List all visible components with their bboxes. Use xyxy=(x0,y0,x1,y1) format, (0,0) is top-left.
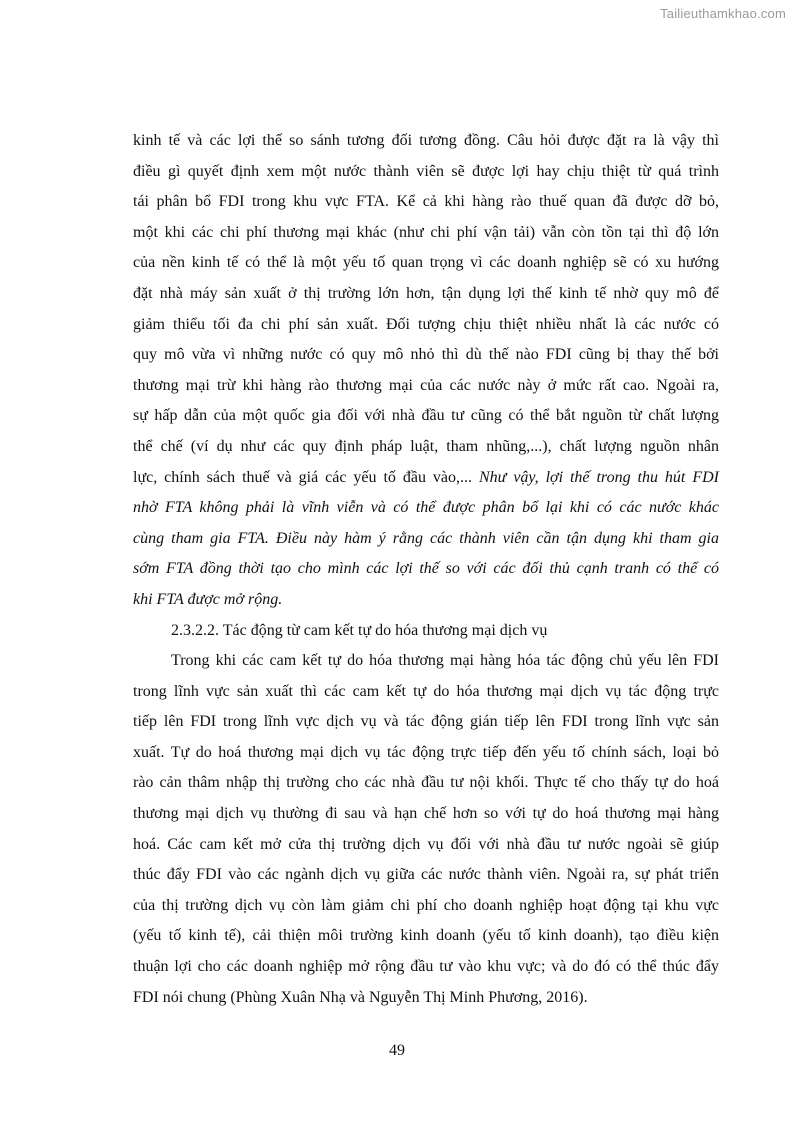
paragraph-line: quy mô vừa vì những nước có quy mô nhỏ thì dù thế nào FDI cũng bị thay thế bởi xyxy=(133,346,719,364)
paragraph-line: đặt nhà máy sản xuất ở thị trường lớn hơn, tận dụng lợi thế kinh tế nhờ quy mô để xyxy=(133,284,719,302)
paragraph-line: của nền kinh tế có thể là một yếu tố quan trọng vì các doanh nghiệp sẽ có xu hướng xyxy=(133,254,719,272)
paragraph-line: thuận lợi cho các doanh nghiệp mở rộng đầu tư vào khu vực; và do đó có thể thúc đẩy xyxy=(133,958,719,976)
page-number: 49 xyxy=(389,1042,405,1059)
section-heading: 2.3.2.2. Tác động từ cam kết tự do hóa thương mại dịch vụ xyxy=(171,621,548,639)
paragraph-line: thương mại dịch vụ thường đi sau và hạn chế hơn so với tự do hoá thương mại hàng xyxy=(133,805,719,823)
paragraph-line: FDI nói chung (Phùng Xuân Nhạ và Nguyễn Thị Minh Phương, 2016). xyxy=(133,988,588,1006)
paragraph-line: trong lĩnh vực sản xuất thì các cam kết tự do hóa thương mại dịch vụ tác động trực xyxy=(133,682,719,700)
paragraph-line: giảm thiểu tối đa chi phí sản xuất. Đối tượng chịu thiệt nhiều nhất là các nước có xyxy=(133,315,719,333)
paragraph-line: một khi các chi phí thương mại khác (như chi phí vận tải) vẫn còn tồn tại thì độ lớn xyxy=(133,223,719,241)
document-body xyxy=(133,126,719,1013)
paragraph-line: thương mại trừ khi hàng rào thương mại của các nước này ở mức rất cao. Ngoài ra, xyxy=(133,376,719,394)
paragraph-line: (yếu tố kinh tế), cải thiện môi trường kinh doanh (yếu tố kinh doanh), tạo điều kiện xyxy=(133,927,719,945)
italic-line: cùng tham gia FTA. Điều này hàm ý rằng các thành viên cần tận dụng khi tham gia xyxy=(133,529,719,547)
paragraph-line: hoá. Các cam kết mở cửa thị trường dịch vụ đối với nhà đầu tư nước ngoài sẽ giúp xyxy=(133,835,719,853)
regular-text: lực, chính sách thuế và giá các yếu tố đầu vào,... xyxy=(133,468,479,486)
paragraph-line: tiếp lên FDI trong lĩnh vực dịch vụ và tác động gián tiếp lên FDI trong lĩnh vực sản xyxy=(133,713,719,731)
paragraph-line: tái phân bổ FDI trong khu vực FTA. Kể cả khi hàng rào thuế quan đã được dỡ bỏ, xyxy=(133,193,719,211)
paragraph-line: sự hấp dẫn của một quốc gia đối với nhà đầu tư cũng có thể bắt nguồn từ chất lượng xyxy=(133,407,719,425)
italic-text: Như vậy, lợi thế trong thu hút FDI xyxy=(478,468,719,486)
paragraph-line: thể chế (ví dụ như các quy định pháp luật, tham nhũng,...), chất lượng nguồn nhân xyxy=(133,437,719,455)
paragraph-line: của thị trường dịch vụ còn làm giảm chi phí cho doanh nghiệp hoạt động tại khu vực xyxy=(133,896,719,914)
paragraph-line: kinh tế và các lợi thế so sánh tương đối tương đồng. Câu hỏi được đặt ra là vậy thì xyxy=(133,132,719,149)
paragraph-line: Trong khi các cam kết tự do hóa thương mại hàng hóa tác động chủ yếu lên FDI xyxy=(171,652,719,670)
paragraph-1 xyxy=(133,126,719,616)
paragraph-line: điều gì quyết định xem một nước thành viên sẽ được lợi hay chịu thiệt từ quá trình xyxy=(133,162,719,180)
italic-line: khi FTA được mở rộng. xyxy=(133,590,283,608)
italic-line: nhờ FTA không phải là vĩnh viễn và có thể được phân bổ lại khi có các nước khác xyxy=(133,499,719,517)
paragraph-mixed-line xyxy=(133,463,719,494)
watermark: Tailieuthamkhao.com xyxy=(660,6,786,21)
paragraph-line: rào cản thâm nhập thị trường cho các nhà đầu tư nội khối. Thực tế cho thấy tự do hoá xyxy=(133,774,719,792)
paragraph-2 xyxy=(133,646,719,1013)
italic-line: sớm FTA đồng thời tạo cho mình các lợi thế so với các đối thủ cạnh tranh có thể có xyxy=(133,560,719,578)
paragraph-line: xuất. Tự do hoá thương mại dịch vụ tác động trực tiếp đến yếu tố chính sách, loại bỏ xyxy=(133,743,719,761)
paragraph-line: thúc đẩy FDI vào các ngành dịch vụ giữa các nước thành viên. Ngoài ra, sự phát triển xyxy=(133,866,719,884)
